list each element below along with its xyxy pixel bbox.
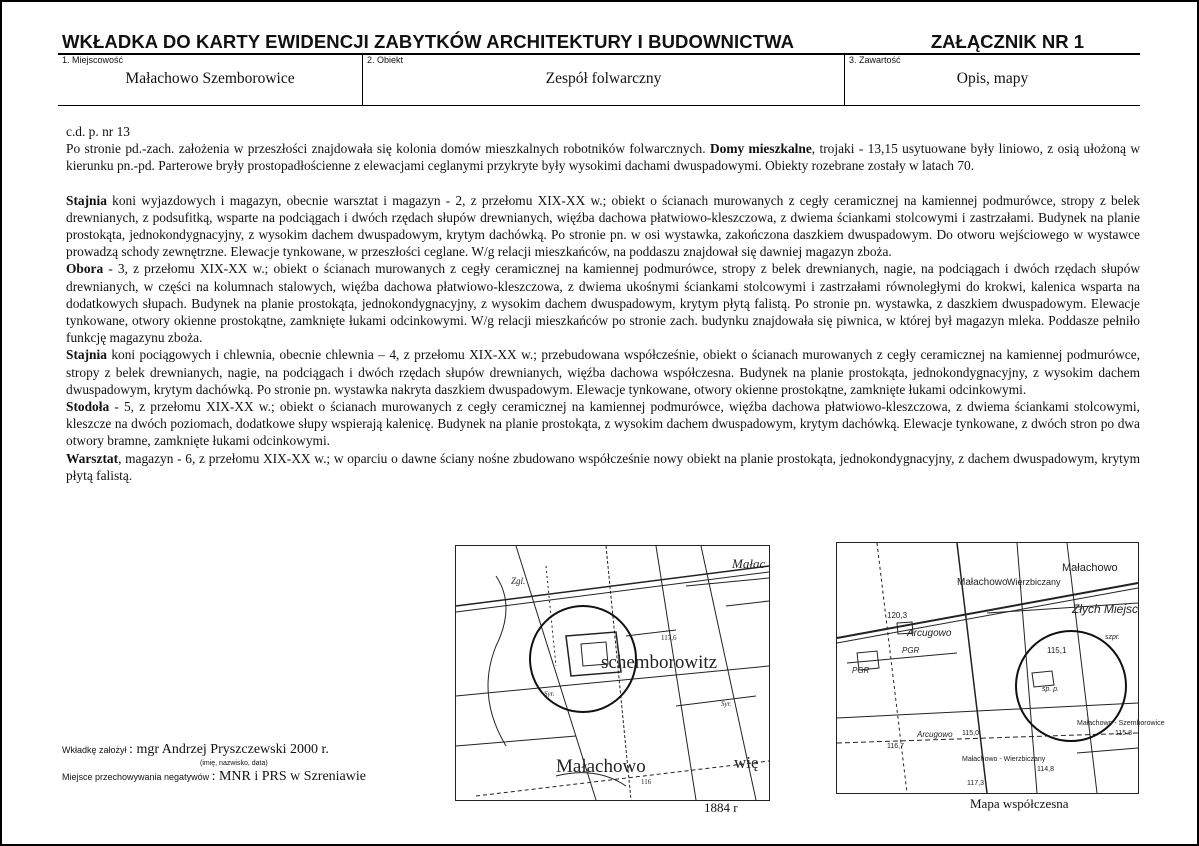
historic-map-label: Zgl. (511, 576, 526, 586)
field-locality (58, 55, 362, 105)
field-contents-value: Opis, mapy (956, 70, 1029, 87)
historic-map-label: Syr. (544, 690, 555, 698)
field-object (362, 55, 844, 105)
modern-map-label: 115.8 (1115, 730, 1132, 737)
modern-map-drawing (837, 543, 1165, 793)
historic-map-drawing (456, 546, 769, 800)
continuation-note: c.d. p. nr 13 (66, 124, 130, 139)
modern-map-label: Małachowo - Wierzbiczany (962, 756, 1046, 763)
historic-map-label: Małac (732, 556, 766, 571)
paragraph-barn-5: Stodoła - 5, z przełomu XIX-XX w.; obiekt o ścianach murowanych z cegły ceramicznej na kamiennej podmurówce, więźba dachowa płatwiowo-kleszczowa, z dwiema ściankami stolcowymi, kleszcze na dwóch poziomach, dodatkowe słupy wspierają kalenicę. Budynek na planie prostokąta, z wysokim dachem dwuspadowym, krytym dachówką. Elewacje tynkowane, z dwóch stron po dwa otwory bramne, zamknięte łukami odcinkowymi. (66, 399, 1140, 449)
field-object-label: 2. Obiekt (367, 55, 404, 65)
author-label: Wkładkę założył (62, 745, 127, 755)
heading-residential-houses: Domy mieszkalne (709, 141, 812, 157)
historic-map-1884 (455, 545, 770, 801)
modern-map-label: Arcugowo (907, 628, 952, 639)
paragraph-stable-2: Stajnia koni wyjazdowych i magazyn, obecnie warsztat i magazyn - 2, z przełomu XIX-XX w.; obiekt o ścianach murowanych z cegły ceramicznej na kamiennej podmurówce, stropy z belek drewnianych, z podsufitką, wsparte na podciągach i dwóch rzędach słupów drewnianych, więźba dachowa płatwiowo-kleszczowa, z dwiema ściankami stolcowymi i zastrzałami. Budynek na planie prostokąta, jednokondygnacyjny, z wysokim dachem dwuspadowym, krytym dachówką. Po stronie pn. w osi wystawka, zakończona daszkiem dwuspadowym. Do otworu wejściowego w wystawce prowadzą schody zewnętrzne. Elewacje tynkowane, w przeszłości ceglane. W/g relacji mieszkańców, na poddaszu znajdował się dawniej magazyn zboża. (66, 192, 1140, 260)
modern-map-label: Małachowo (957, 577, 1008, 588)
modern-map-label: Małachowo (1062, 562, 1118, 574)
modern-map-label: 117,3 (967, 780, 984, 787)
modern-map-label: 115,0 (962, 730, 979, 737)
historic-map-label: wię (734, 753, 759, 772)
modern-map-label: 120,3 (887, 611, 908, 620)
modern-map-label: 115,1 (1047, 646, 1067, 655)
paragraph-residential-houses: Po stronie pd.-zach. założenia w przeszłości znajdowała się kolonia domów mieszkalnych robotników folwarcznych. Domy mieszkalne, trojaki - 13,15 usytuowane były liniowo, z osią ułożoną w kierunku pn.-pd. Parterowe bryły prostopadłościenne z elewacjami ceglanymi przykryte były wysokimi dachami dwuspadowymi. Obiekty rozebrane zostały w latach 70. (66, 141, 1140, 174)
heading-stable-2: Stajnia (66, 192, 107, 208)
modern-map (836, 542, 1165, 794)
storage-label: Miejsce przechowywania negatywów (62, 772, 210, 782)
heading-barn-5: Stodoła (66, 399, 110, 415)
storage-line: Miejsce przechowywania negatywów : MNR i PRS w Szreniawie (62, 769, 366, 784)
historic-map-label: Syr. (721, 700, 732, 708)
paragraph-workshop-6: Warsztat, magazyn - 6, z przełomu XIX-XX w.; w oparciu o dawne ściany nośne zbudowano współcześnie nowy obiekt na planie prostokąta, jednokondygnacyjny, z dachem dwuspadowym, krytym płytą falistą. (66, 450, 1140, 483)
field-contents (844, 55, 1140, 105)
form-title: WKŁADKA DO KARTY EWIDENCJI ZABYTKÓW ARCHITEKTURY I BUDOWNICTWA (62, 31, 795, 52)
author-value: mgr Andrzej Pryszczewski 2000 r. (136, 742, 329, 757)
form-fields-row (58, 53, 1140, 106)
heading-workshop-6: Warsztat (66, 450, 119, 466)
modern-map-label: szpr. (1105, 634, 1120, 641)
modern-map-label: 116,7 (887, 743, 904, 750)
paragraph-stable-4: Stajnia koni pociągowych i chlewnia, obecnie chlewnia – 4, z przełomu XIX-XX w.; przebudowana współcześnie, obiekt o ścianach murowanych z cegły ceramicznej na kamiennej podmurówce, stropy z belek drewnianych, nagie, na podciągach i dwóch rzędach słupów drewnianych, więźba dachowa współczesna. Budynek na planie prostokąta, jednokondygnacyjny, z wysokim dachem dwuspadowym, krytym dachówką. Po stronie pn. wystawka nakryta daszkiem dwuspadowym. Elewacje tynkowane, otwory okienne prostokątne, zamknięte łukami odcinkowymi. (66, 347, 1140, 397)
modern-map-label: Wierzbiczany (1007, 577, 1061, 587)
author-hint: (imię, nazwisko, data) (200, 760, 268, 767)
modern-map-label: PGR (852, 666, 870, 675)
modern-map-label: sp. p. (1042, 686, 1060, 693)
field-locality-label: 1. Miejscowość (62, 55, 124, 65)
storage-value: MNR i PRS w Szreniawie (218, 769, 366, 784)
paragraph-cowshed-3: Obora - 3, z przełomu XIX-XX w.; obiekt o ścianach murowanych z cegły ceramicznej na kamiennej podmurówce, stropy z belek drewnianych, nagie, na podciągach i dwóch rzędach słupów drewnianych, w części na kolumnach stalowych, więźba dachowa płatwiowo-kleszczowa, z dwiema ukośnymi ściankami stolcowymi i zastrzałami równoległymi do krokwi, kalenica wsparta na dodatkowych słupach. Budynek na planie prostokąta, jednokondygnacyjny, z wysokim dachem dwuspadowym, krytym płytą falistą. Po stronie pn. wystawka, z daszkiem dwuspadowym. Elewacje tynkowane, otwory okienne prostokątne, zamknięte łukami odcinkowymi. W/g relacji mieszkańców po stronie zach. budynku znajdowała się piwnica, w której był magazyn mleka. Poddasze pełniło funkcję magazynu zboża. (66, 261, 1140, 346)
historic-map-caption: 1884 r (704, 800, 738, 815)
author-line: Wkładkę założył : mgr Andrzej Pryszczewski 2000 r. (62, 742, 329, 757)
heading-stable-4: Stajnia (66, 347, 107, 363)
heading-cowshed-3: Obora (66, 261, 104, 277)
historic-map-label: 117,6 (661, 634, 677, 642)
annex-number: ZAŁĄCZNIK NR 1 (930, 31, 1084, 52)
field-object-value: Zespół folwarczny (545, 70, 662, 87)
modern-map-label: PGR (902, 646, 920, 655)
modern-map-caption: Mapa współczesna (970, 796, 1069, 811)
modern-map-label: 114,8 (1037, 766, 1054, 773)
field-locality-value: Małachowo Szemborowice (125, 70, 295, 87)
historic-map-label: schemborowitz (601, 652, 718, 673)
modern-map-label: Arcugowo (917, 730, 953, 739)
description-text (66, 123, 1140, 484)
historic-map-label: Małachowo (556, 756, 646, 777)
modern-map-label: Złych Miejsc (1072, 602, 1139, 616)
modern-map-label: Małachowo - Szemborowice (1077, 720, 1165, 727)
historic-map-label: 116 (641, 778, 652, 786)
field-contents-label: 3. Zawartość (849, 55, 901, 65)
